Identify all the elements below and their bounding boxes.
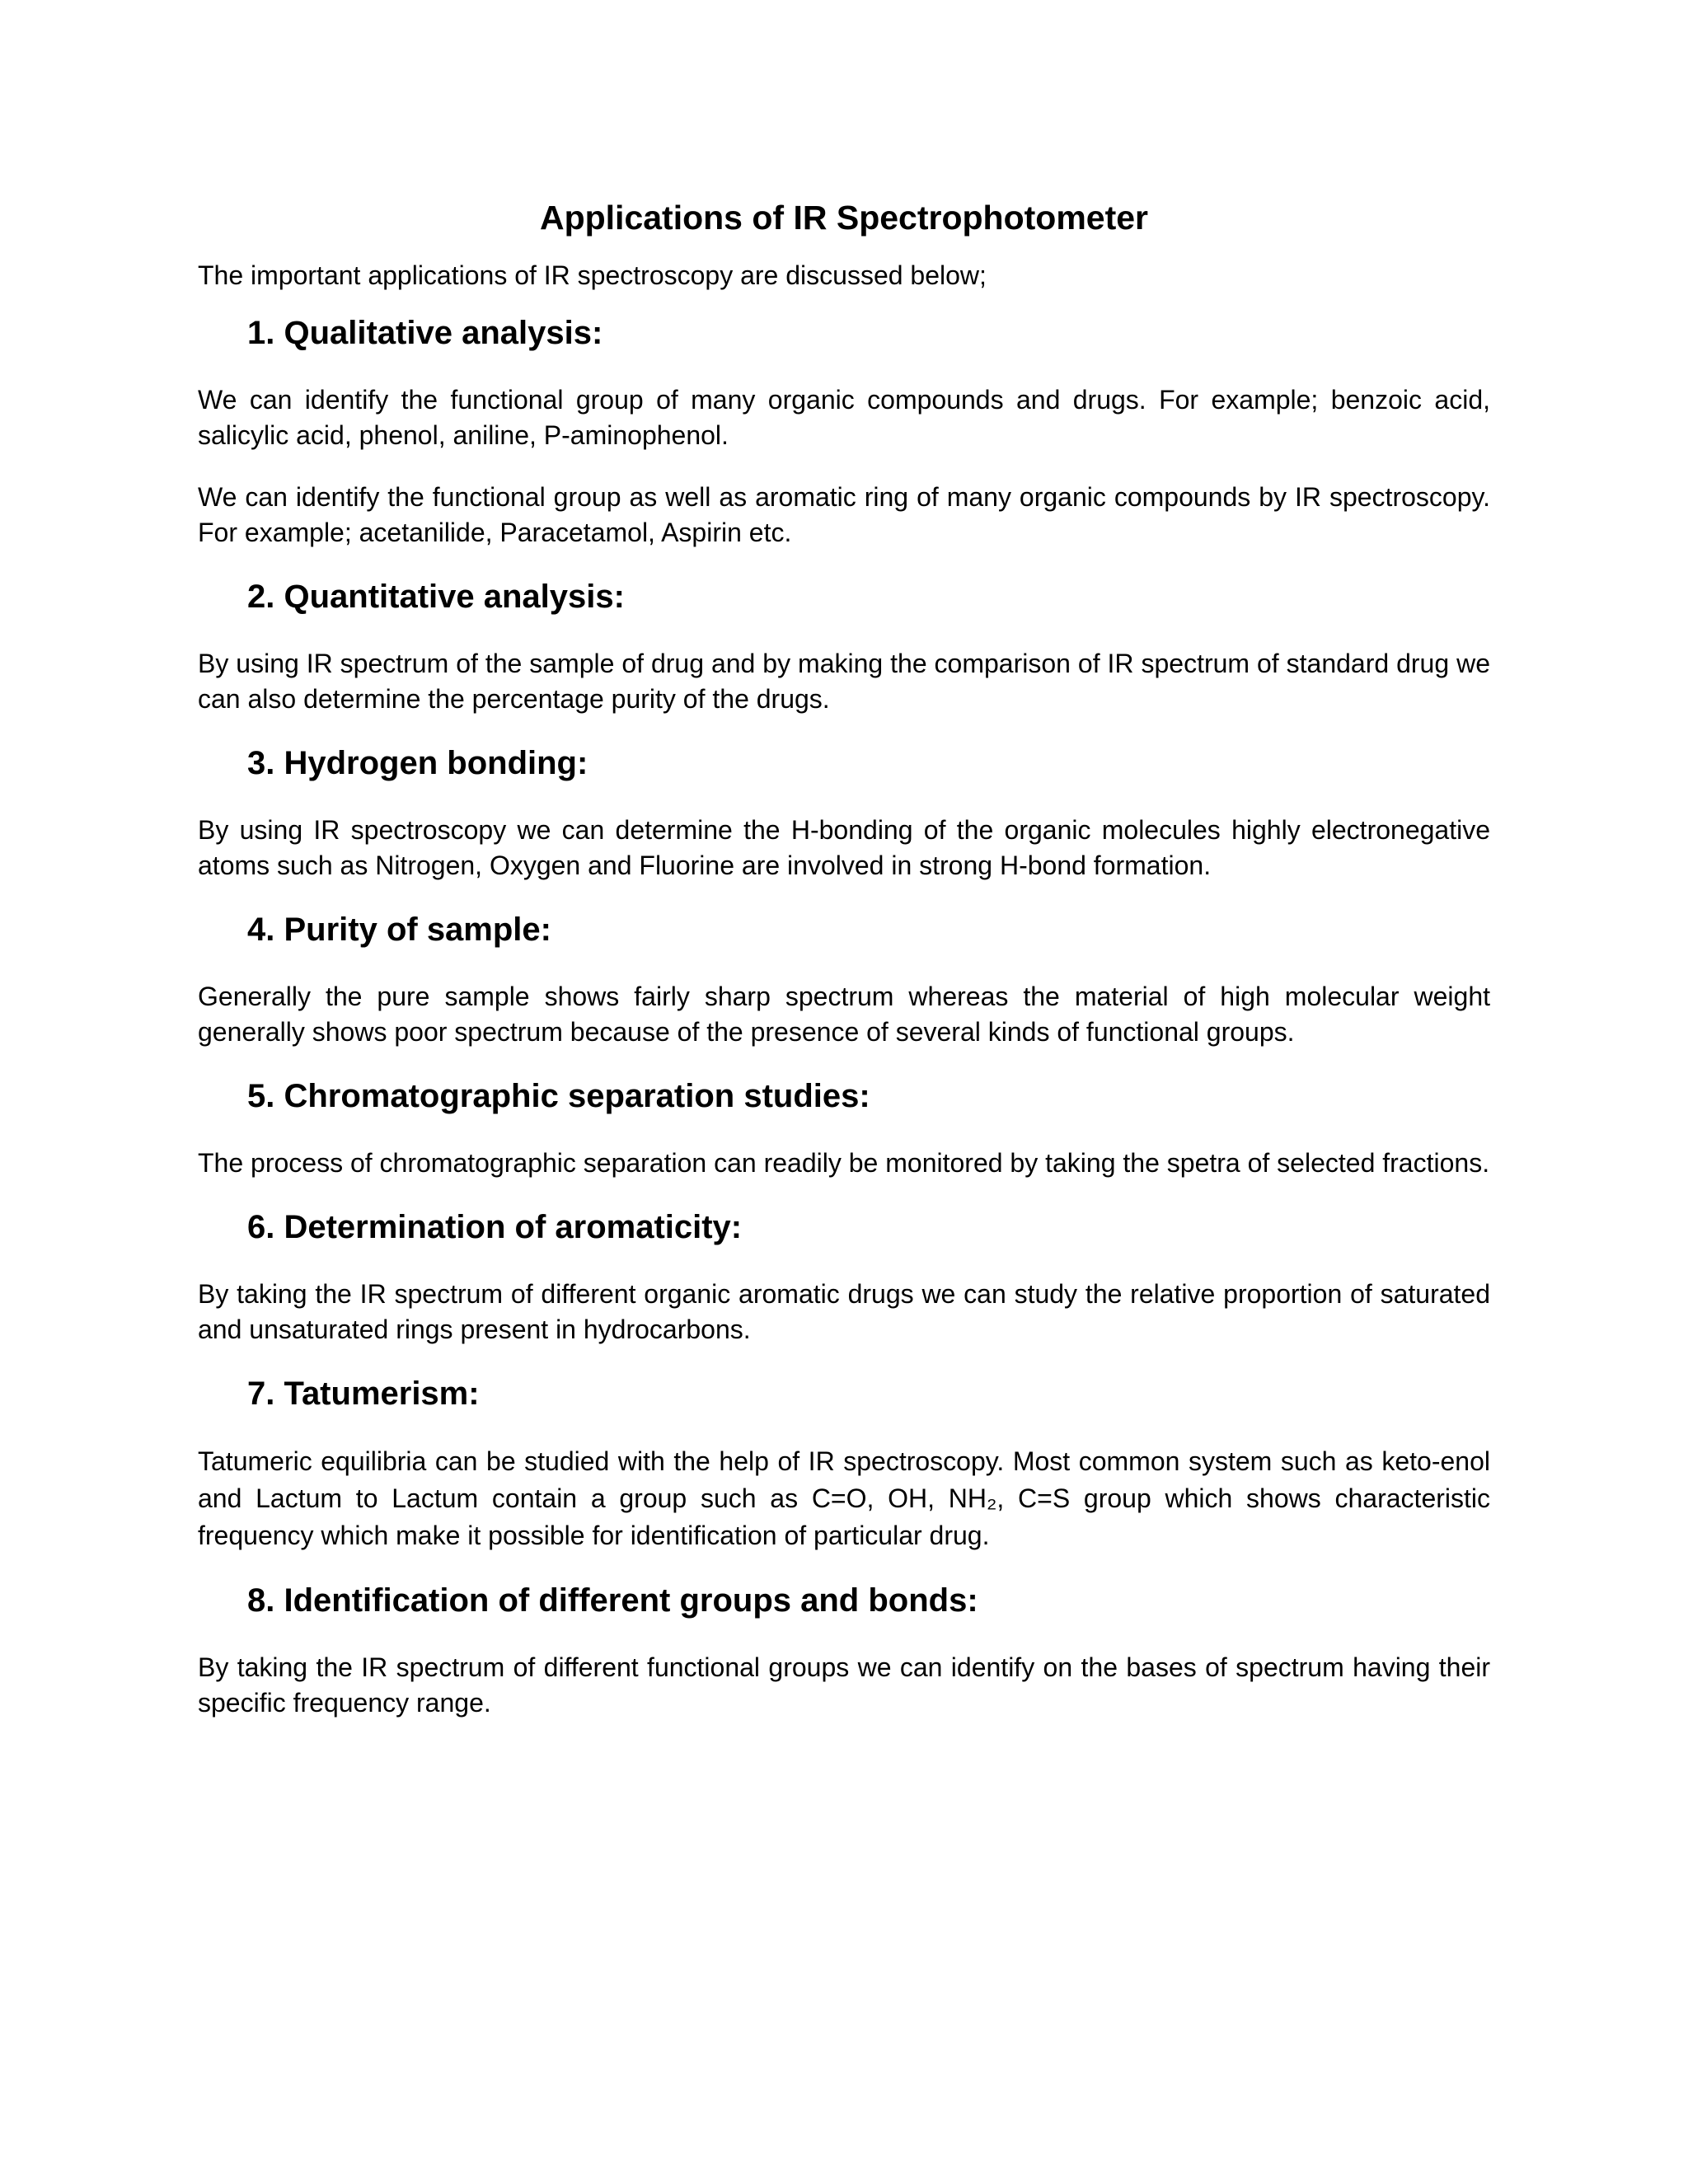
section-paragraph: Generally the pure sample shows fairly sharp spectrum whereas the material of high molecular weight generally shows poor spectrum because of the presence of several kinds of functional groups. bbox=[198, 982, 1490, 1047]
section-heading: 5. Chromatographic separation studies: bbox=[247, 1078, 870, 1115]
section-paragraph: By taking the IR spectrum of different functional groups we can identify on the bases of spectrum having their specific frequency range. bbox=[198, 1652, 1490, 1718]
section-identification-of-groups bbox=[198, 1581, 1490, 1721]
section-heading: 1. Qualitative analysis: bbox=[247, 315, 603, 352]
section-determination-of-aromaticity bbox=[198, 1207, 1490, 1347]
section-tatumerism bbox=[198, 1374, 1490, 1554]
section-quantitative-analysis bbox=[198, 577, 1490, 717]
section-paragraph: The process of chromatographic separation can readily be monitored by taking the spetra of selected fractions. bbox=[198, 1148, 1490, 1179]
section-heading: 7. Tatumerism: bbox=[247, 1376, 480, 1413]
section-paragraph: By taking the IR spectrum of different organic aromatic drugs we can study the relative proportion of saturated and unsaturated rings present in hydrocarbons. bbox=[198, 1279, 1490, 1345]
section-paragraph: By using IR spectroscopy we can determine the H-bonding of the organic molecules highly electronegative atoms such as Nitrogen, Oxygen and Fluorine are involved in strong H-bond formation. bbox=[198, 815, 1490, 881]
section-hydrogen-bonding bbox=[198, 743, 1490, 883]
section-heading: 6. Determination of aromaticity: bbox=[247, 1209, 743, 1246]
section-heading: 2. Quantitative analysis: bbox=[247, 579, 625, 616]
section-heading: 8. Identification of different groups and bonds: bbox=[247, 1582, 978, 1619]
section-paragraph: Tatumeric equilibria can be studied with the help of IR spectroscopy. Most common system such as keto-enol and Lactum to Lactum contain a group such as C=O, OH, NH₂, C=S group which shows characteristic frequency which make it possible for identification of particular drug. bbox=[198, 1446, 1490, 1551]
intro-text: The important applications of IR spectroscopy are discussed below; bbox=[198, 260, 987, 291]
section-paragraph: We can identify the functional group of many organic compounds and drugs. For example; benzoic acid, salicylic acid, phenol, aniline, P-aminophenol. bbox=[198, 385, 1490, 451]
section-purity-of-sample bbox=[198, 910, 1490, 1050]
document-page bbox=[198, 190, 1490, 1747]
section-paragraph: We can identify the functional group as well as aromatic ring of many organic compounds by IR spectroscopy. For example; acetanilide, Paracetamol, Aspirin etc. bbox=[198, 482, 1490, 548]
section-heading: 3. Hydrogen bonding: bbox=[247, 745, 588, 782]
section-chromatographic-separation bbox=[198, 1076, 1490, 1181]
section-qualitative-analysis bbox=[198, 313, 1490, 551]
section-heading: 4. Purity of sample: bbox=[247, 912, 551, 949]
section-paragraph: By using IR spectrum of the sample of drug and by making the comparison of IR spectrum of standard drug we can also determine the percentage purity of the drugs. bbox=[198, 649, 1490, 715]
document-title: Applications of IR Spectrophotometer bbox=[539, 199, 1149, 237]
